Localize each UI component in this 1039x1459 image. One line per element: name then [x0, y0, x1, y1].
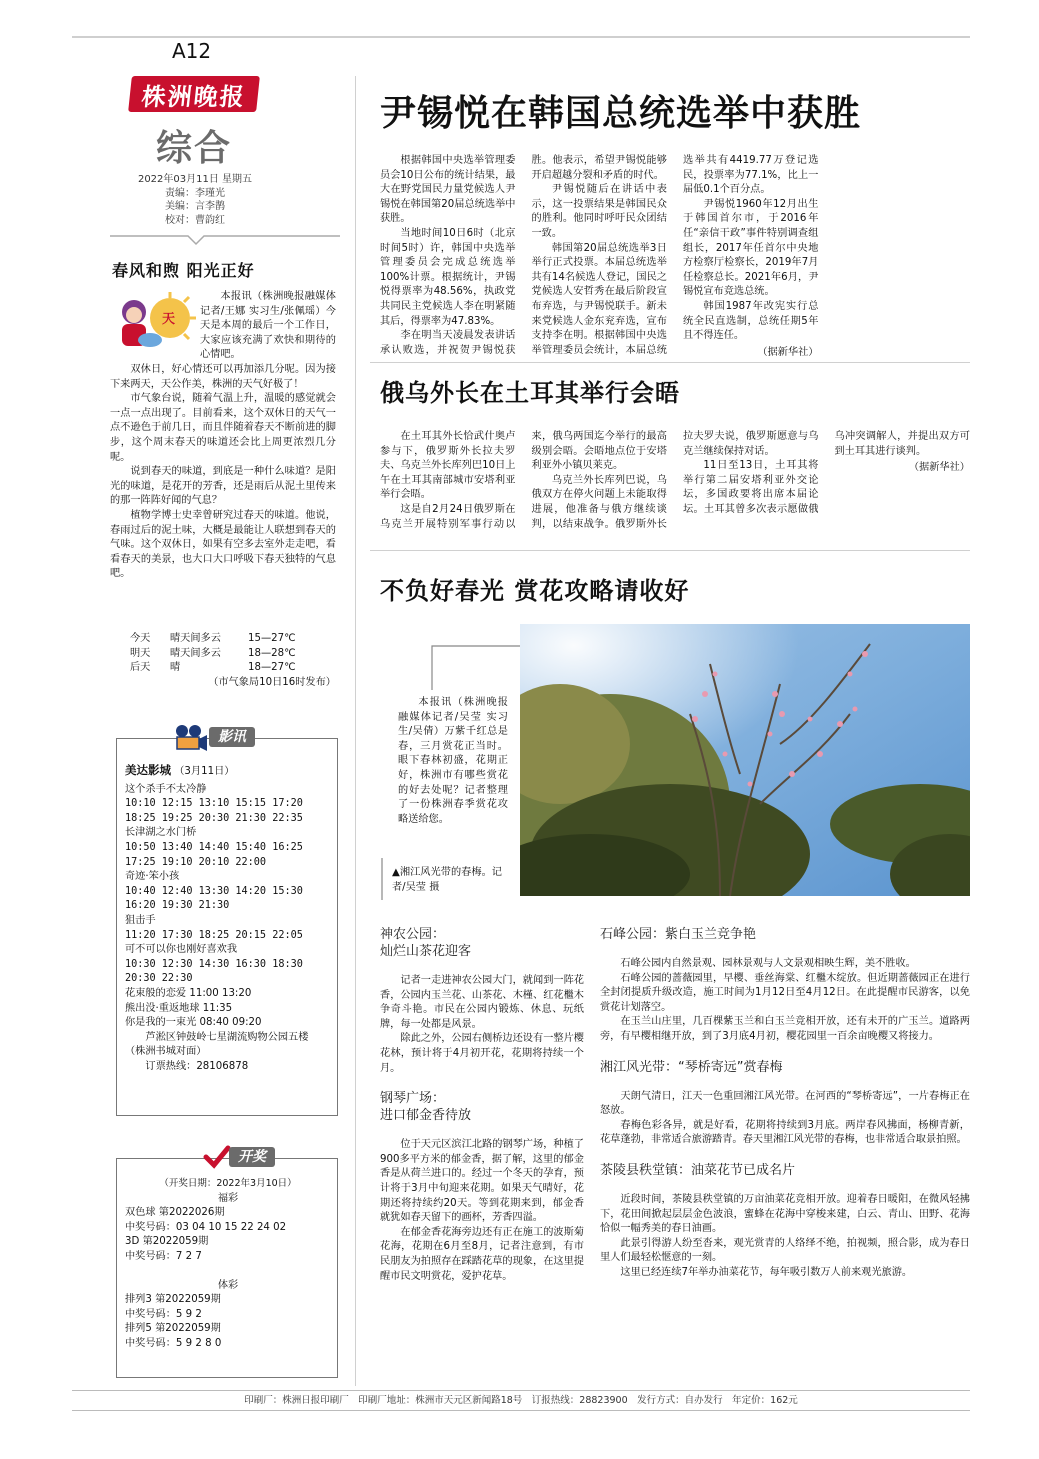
cinema-line: 18:25 19:25 20:30 21:30 22:35 — [125, 812, 303, 824]
photo-caption-text: ▲湘江风光带的春梅。记者/吴莹 摄 — [392, 867, 502, 893]
lottery-line: 中奖号码：5 9 2 — [125, 1308, 202, 1320]
lottery-label-tag: 开奖 — [229, 1147, 275, 1167]
cinema-line: 16:20 19:30 21:30 — [125, 900, 230, 912]
section-paragraph: 石峰公园内自然景观、园林景观与人文景观相映生辉，美不胜收。 — [620, 958, 916, 969]
section-paragraph: 石峰公园的蔷薇园里，早樱、垂丝海棠、红檵木绽放。但近期蔷薇园正在进行全封闭提质升级改造，施工时间为1月12日至4月12日。在此提醒市民游客，以免赏花计划落空。 — [600, 972, 970, 1013]
cinema-address: 芦淞区钟鼓岭七星湖流购物公园五楼（株洲书城对面） — [125, 1031, 309, 1058]
story2-headline: 俄乌外长在土耳其举行会晤 — [380, 379, 680, 407]
forecast-temp: 15—27℃ — [248, 633, 296, 644]
story1-paragraph: 韩国1987年改宪实行总统全民直选制，总统任期5年且不得连任。 — [683, 300, 819, 342]
cinema-label-tag: 影讯 — [209, 727, 255, 747]
story1-body — [380, 154, 970, 364]
photo-caption — [392, 866, 502, 898]
forecast-day: 明天 — [130, 647, 151, 659]
story1-source: （据新华社） — [757, 346, 819, 358]
lottery-line: 排列5 第2022059期 — [125, 1323, 221, 1335]
weather-badge-text: 天 — [162, 312, 176, 327]
masthead-info — [120, 173, 270, 227]
footer-rule — [72, 1390, 970, 1391]
section-name: 综合 — [156, 128, 233, 169]
section-subhead: 钢琴广场： — [380, 1091, 446, 1107]
weather-lead: 本报讯（株洲晚报融媒体记者/王娜 实习生/张佩瑶）今天是本周的最后一个工作日，大家应该充满了欢快和期待的心情吧。 — [200, 291, 336, 361]
newspaper-logo — [128, 76, 260, 112]
story1-paragraph: 尹锡悦随后在讲话中表示，这一投票结果是韩国民众的胜利。他同时呼吁民众团结一致。 — [531, 184, 667, 239]
section-paragraph: 在郁金香花海旁边还有正在施工的波斯菊花海，花期在6月至8月，记者注意到，有市民朋友为拍照存在踩踏花草的现象，在这里提醒市民文明赏花，爱护花草。 — [380, 1226, 584, 1282]
section-subhead: 神农公园： — [380, 927, 446, 942]
forecast-day: 今天 — [130, 633, 151, 644]
story1-paragraph: 李在明当天凌晨发表讲话承认败选，并祝贺尹锡悦获胜。他表示，希望尹锡悦能够开启超越分裂和矛盾的时代。 — [380, 155, 667, 356]
cinema-box — [116, 729, 338, 1116]
story3-lead — [398, 696, 508, 856]
story1-headline: 尹锡悦在韩国总统选举中获胜 — [380, 93, 862, 134]
lottery-header — [203, 1145, 283, 1171]
lead-bracket — [428, 644, 528, 694]
lottery-line: 双色球 第2022026期 — [125, 1207, 225, 1219]
story2-paragraph: 乌克兰外长库列巴说，乌俄双方在停火问题上未能取得进展，他准备与俄方继续谈判，以结束战争。俄罗斯外长拉夫罗夫说，俄罗斯愿意与乌克兰继续保持对话。 — [531, 431, 819, 530]
story3-lead-text: 本报讯（株洲晚报融媒体记者/吴莹 实习生/吴倩）万紫千红总是春，三月赏花正当时。眼下春林初盛，花期正好，株洲市有哪些赏花的好去处呢？记者整理了一份株洲春季赏花攻略送给您。 — [398, 697, 508, 825]
cinema-header — [173, 725, 259, 751]
editor-line: 责编：李瑾光 — [165, 187, 225, 199]
story2-paragraph: 11日至13日，土耳其将举行第二届安塔利亚外交论坛，多国政要将出席本届论坛。土耳其曾多次表示愿做俄乌冲突调解人，并提出双方可到土耳其进行谈判。 — [683, 431, 970, 515]
section-subhead: 石峰公园：紫白玉兰竞争艳 — [600, 927, 757, 942]
story2-paragraph: 这是自2月24日俄罗斯在乌克兰开展特别军事行动以来，俄乌两国迄今举行的最高级别会晤。会晤地点位于安塔利亚外小镇贝莱克。 — [380, 431, 667, 530]
weather-paragraph: 植物学博士史幸曾研究过春天的味道。他说，春雨过后的泥土味，大概是最能让人联想到春天的气味。这个双休日，如果有空多去室外走走吧，看看春天的美景，也大口大口呼吸下春天独特的气息吧。 — [110, 509, 336, 580]
proofreader-line: 校对：曹韵红 — [165, 214, 225, 226]
forecast-temp: 18—28℃ — [248, 647, 296, 659]
section-paragraph: 位于天元区滨江北路的钢琴广场，种植了900多平方米的郁金香，据了解，这里的郁金香是从荷兰进口的。经过一个冬天的孕育，预计将于3月中旬迎来花期。如果天气晴好，花期还将持续约20天。等到花期来到，郁金香就犹如春天留下的画杯，芳香四溢。 — [380, 1139, 584, 1224]
story-divider — [370, 362, 970, 363]
story3-right-column — [600, 926, 970, 1386]
cinema-line: 17:25 19:10 20:10 22:00 — [125, 856, 267, 868]
forecast-condition: 晴天间多云 — [170, 647, 221, 659]
story1-paragraph: 当地时间10日6时（北京时间5时）许，韩国中央选举管理委员会完成总统选举100%计票。根据统计，尹锡悦得票率为48.56%，执政党共同民主党候选人李在明紧随其后，得票率为47.83%。 — [380, 227, 516, 327]
lottery-line: 中奖号码：7 2 7 — [125, 1250, 202, 1262]
weather-paragraph: 说到春天的味道，到底是一种什么味道？是阳光的味道，是花开的芳香，还是雨后从泥土里传来的那一阵阵好闻的气息？ — [110, 466, 336, 507]
weather-badge — [110, 290, 196, 356]
forecast-row — [130, 632, 340, 647]
section-paragraph: 春梅色彩各异，就是好看，花期将持续到3月底。两岸春风拂面，杨柳青新，花草蓬勃，非常适合旅游踏青。春天里湘江风光带的春梅，也非常适合取景拍照。 — [600, 1119, 970, 1146]
forecast-row — [130, 647, 340, 662]
date-line: 2022年03月11日 星期五 — [137, 174, 253, 185]
masthead-divider — [110, 232, 340, 248]
cinema-line: 可不可以你也刚好喜欢我 — [125, 944, 238, 956]
story3-left-column — [380, 926, 584, 1386]
story2-body — [380, 430, 970, 542]
lottery-line: 中奖号码：5 9 2 8 0 — [125, 1337, 222, 1349]
cinema-line: 这个杀手不太冷静 — [125, 783, 207, 795]
footer-rule-bottom — [72, 1410, 970, 1411]
story1-paragraph: 韩国第20届总统选举3日举行正式投票。本届总统选举共有14名候选人登记，国民之党候选人安哲秀在最后阶段宣布弃选，与尹锡悦联手。新未来党候选人金东兖弃选，宣布支持李在明。根据韩国中央选举管理委员会统计，本届总统选举共有4419.77万登记选民，投票率为77.1%，比上一届低0.1个百分点。 — [531, 155, 819, 356]
weather-forecast-table — [130, 632, 340, 694]
weather-title: 春风和煦 阳光正好 — [112, 261, 255, 280]
weather-paragraph: 双休日，好心情还可以再加添几分呢。因为接下来两天，天公作美，株洲的天气好极了！ — [110, 363, 336, 390]
lottery-line: 3D 第2022059期 — [125, 1236, 209, 1248]
lottery-box — [116, 1149, 338, 1378]
forecast-temp: 18—27℃ — [248, 662, 296, 674]
section-paragraph: 此景引得游人纷至沓来，观光赏青的人络绎不绝，拍视频，照合影，成为春日里人们最轻松惬意的一刻。 — [600, 1237, 970, 1264]
story2-paragraph: 在土耳其外长恰武什奥卢参与下，俄罗斯外长拉夫罗夫、乌克兰外长库列巴10日上午在土耳其南部城市安塔利亚举行会晤。 — [380, 431, 516, 501]
story1-paragraph: 尹锡悦1960年12月出生于韩国首尔市，于2016年任“亲信干政”事件特别调查组组长，2017年任首尔中央地方检察厅检察长，2019年7月任检察总长。2021年6月，尹锡悦宣布竞选总统。 — [683, 198, 819, 298]
lottery-line: 中奖号码：03 04 10 15 22 24 02 — [125, 1221, 287, 1233]
forecast-row — [130, 661, 340, 676]
section-subhead: 进口郁金香待放 — [380, 1108, 472, 1124]
cinema-line: 狙击手 — [125, 914, 156, 926]
sports-title: 体彩 — [217, 1279, 239, 1291]
section-paragraph: 天朗气清日，江天一色重回湘江风光带。在河西的“琴桥寄远”，一片春梅正在怒放。 — [600, 1090, 970, 1117]
weather-cartoon-icon — [110, 290, 196, 356]
section-paragraph: 这里已经连续7年举办油菜花节，每年吸引数万人前来观光旅游。 — [620, 1266, 913, 1278]
section-paragraph: 记者一走进神农公园大门，就闻到一阵花香，公园内玉兰花、山茶花、木槿、红花檵木争奇斗艳。市民在公园内锻炼、休息、玩纸牌，每一处都是风景。 — [380, 975, 584, 1030]
film-projector-icon — [173, 723, 209, 751]
forecast-day: 后天 — [130, 662, 151, 674]
forecast-source: （市气象局10日16时发布） — [208, 676, 336, 688]
cinema-line: 20:30 22:30 — [125, 973, 193, 985]
lottery-line: 排列3 第2022059期 — [125, 1294, 221, 1306]
cinema-line: 长津湖之水门桥 — [125, 827, 197, 839]
cinema-line: 你是我的一束光 08:40 09:20 — [125, 1017, 262, 1029]
lottery-draw-date: （开奖日期：2022年3月10日） — [159, 1178, 297, 1189]
section-subhead: 灿烂山茶花迎客 — [380, 944, 472, 959]
section-paragraph: 除此之外，公园右侧桥边还设有一整片樱花林，预计将于4月初开花，花期将持续一个月。 — [380, 1033, 584, 1074]
art-editor-line: 美编：言李鹊 — [165, 201, 225, 212]
weather-paragraph: 市气象台说，随着气温上升，温暖的感觉就会一点一点出现了。目前看来，这个双休日的天气一点不逊色于前几日，而且伴随着春天不断前进的脚步，这个周末春天的味道还会比上周更浓烈几分呢。 — [110, 393, 336, 463]
story-divider — [370, 550, 970, 551]
logo-text: 株洲晚报 — [140, 82, 248, 111]
forecast-condition: 晴 — [170, 662, 181, 674]
section-subhead: 茶陵县秩堂镇：油菜花节已成名片 — [600, 1162, 796, 1178]
section-paragraph: 在玉兰山庄里，几百棵紫玉兰和白玉兰竞相开放，还有未开的广玉兰。道路两旁，有早樱相继开放，到了3月底4月初，樱花园里一百余亩晚樱又将接力。 — [600, 1016, 970, 1042]
welfare-title: 福彩 — [217, 1192, 239, 1204]
footer-text: 印刷厂：株洲日报印刷厂 印刷厂地址：株洲市天元区新闻路18号 订报热线：28823900 发行方式：自办发行 年定价：162元 — [244, 1395, 798, 1406]
cinema-date: （3月11日） — [174, 766, 235, 777]
cinema-line: 10:50 13:40 14:40 15:40 16:25 — [125, 841, 303, 853]
forecast-condition: 晴天间多云 — [170, 633, 221, 644]
section-paragraph: 近段时间，茶陵县秩堂镇的万亩油菜花竞相开放。迎着春日暖阳，在微风轻拂下，花田间掀起层层金色波浪，蜜蜂在花海中穿梭来建，白云、青山、田野、花海恰似一幅秀美的春日油画。 — [600, 1193, 970, 1235]
cinema-name: 美达影城 — [125, 763, 171, 777]
cinema-line: 奇迹·笨小孩 — [125, 871, 180, 883]
cinema-line: 10:30 12:30 14:30 16:30 18:30 — [125, 958, 303, 970]
story1-paragraph: 根据韩国中央选举管理委员会10日公布的统计结果，最大在野党国民力量党候选人尹锡悦在韩国第20届总统选举中获胜。 — [380, 155, 516, 225]
story2-source: （据新华社） — [908, 462, 970, 474]
check-mark-icon — [203, 1145, 231, 1169]
cinema-line: 10:10 12:15 13:10 15:15 17:20 — [125, 798, 303, 810]
section-subhead: 湘江风光带：“琴桥寄远”赏春梅 — [600, 1059, 783, 1075]
cinema-line: 11:20 17:30 18:25 20:15 22:05 — [125, 929, 303, 941]
page-number: A12 — [172, 39, 212, 63]
cinema-line: 花束般的恋爱 11:00 13:20 — [125, 987, 252, 999]
cinema-line: 10:40 12:40 13:30 14:20 15:30 — [125, 885, 303, 897]
cinema-hotline: 订票热线：28106878 — [145, 1060, 249, 1072]
story3-headline: 不负好春光 赏花攻略请收好 — [380, 577, 690, 605]
plum-blossom-photo — [520, 624, 970, 896]
cinema-line: 熊出没·重返地球 11:35 — [125, 1002, 233, 1014]
column-divider — [355, 76, 356, 1386]
